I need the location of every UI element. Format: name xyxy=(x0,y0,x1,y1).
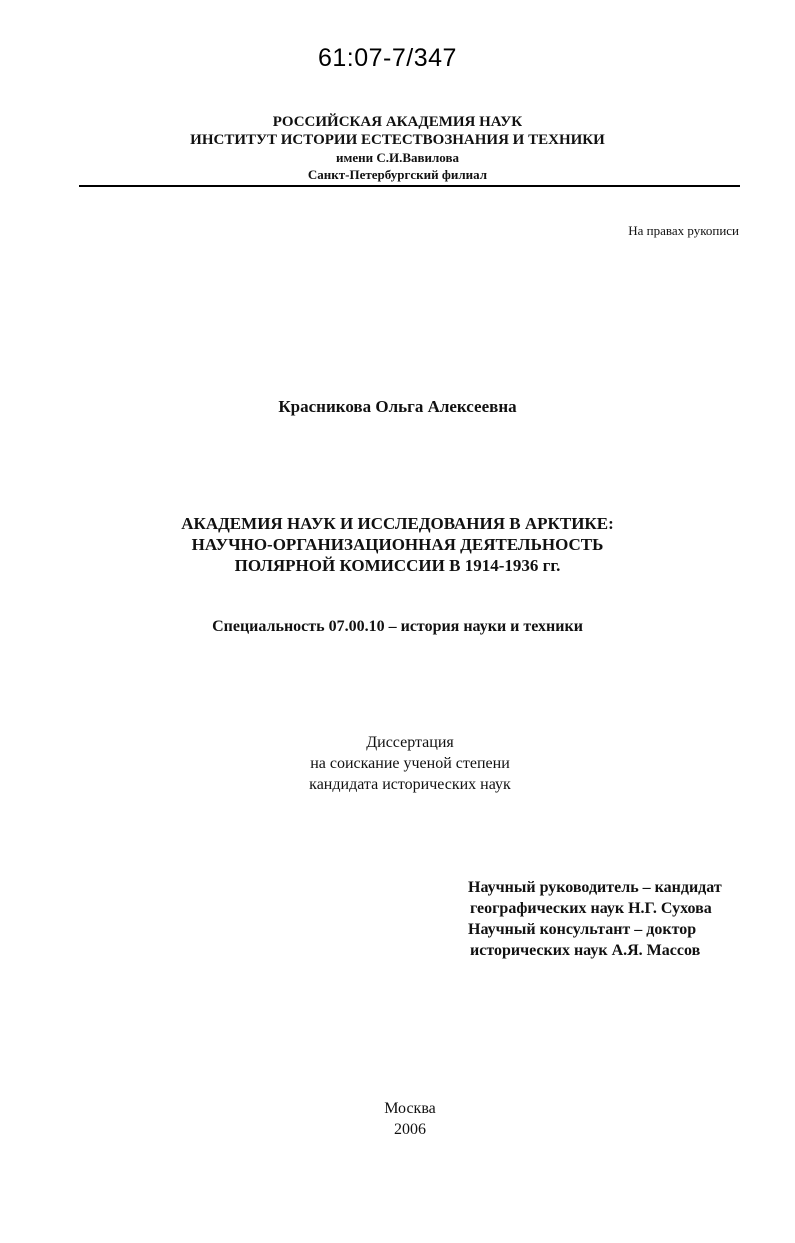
supervisor-line-1: Научный руководитель – кандидат xyxy=(468,879,722,896)
specialty-line: Специальность 07.00.10 – история науки и техники xyxy=(212,618,583,635)
institution-line-4: Санкт-Петербургский филиал xyxy=(307,167,488,182)
archive-stamp-number: 61:07-7/347 xyxy=(318,44,457,72)
dissertation-line-2: на соискание ученой степени xyxy=(310,755,510,772)
title-line-1: АКАДЕМИЯ НАУК И ИССЛЕДОВАНИЯ В АРКТИКЕ: xyxy=(181,514,614,533)
supervisor-line-2: географических наук Н.Г. Сухова xyxy=(470,900,712,917)
header-divider xyxy=(79,185,740,187)
dissertation-line-1: Диссертация xyxy=(366,734,454,751)
institution-line-1: РОССИЙСКАЯ АКАДЕМИЯ НАУК xyxy=(272,114,523,130)
consultant-line-2: исторических наук А.Я. Массов xyxy=(470,942,701,959)
dissertation-line-3: кандидата исторических наук xyxy=(309,776,511,793)
rights-note: На правах рукописи xyxy=(628,223,739,238)
institution-line-3: имени С.И.Вавилова xyxy=(335,150,460,165)
author-name: Красникова Ольга Алексеевна xyxy=(278,397,517,416)
city: Москва xyxy=(384,1100,436,1117)
year: 2006 xyxy=(394,1121,426,1138)
title-line-3: ПОЛЯРНОЙ КОМИССИИ В 1914-1936 гг. xyxy=(234,556,561,575)
title-line-2: НАУЧНО-ОРГАНИЗАЦИОННАЯ ДЕЯТЕЛЬНОСТЬ xyxy=(191,535,604,554)
institution-line-2: ИНСТИТУТ ИСТОРИИ ЕСТЕСТВОЗНАНИЯ И ТЕХНИКИ xyxy=(190,132,605,148)
consultant-line-1: Научный консультант – доктор xyxy=(468,921,697,938)
